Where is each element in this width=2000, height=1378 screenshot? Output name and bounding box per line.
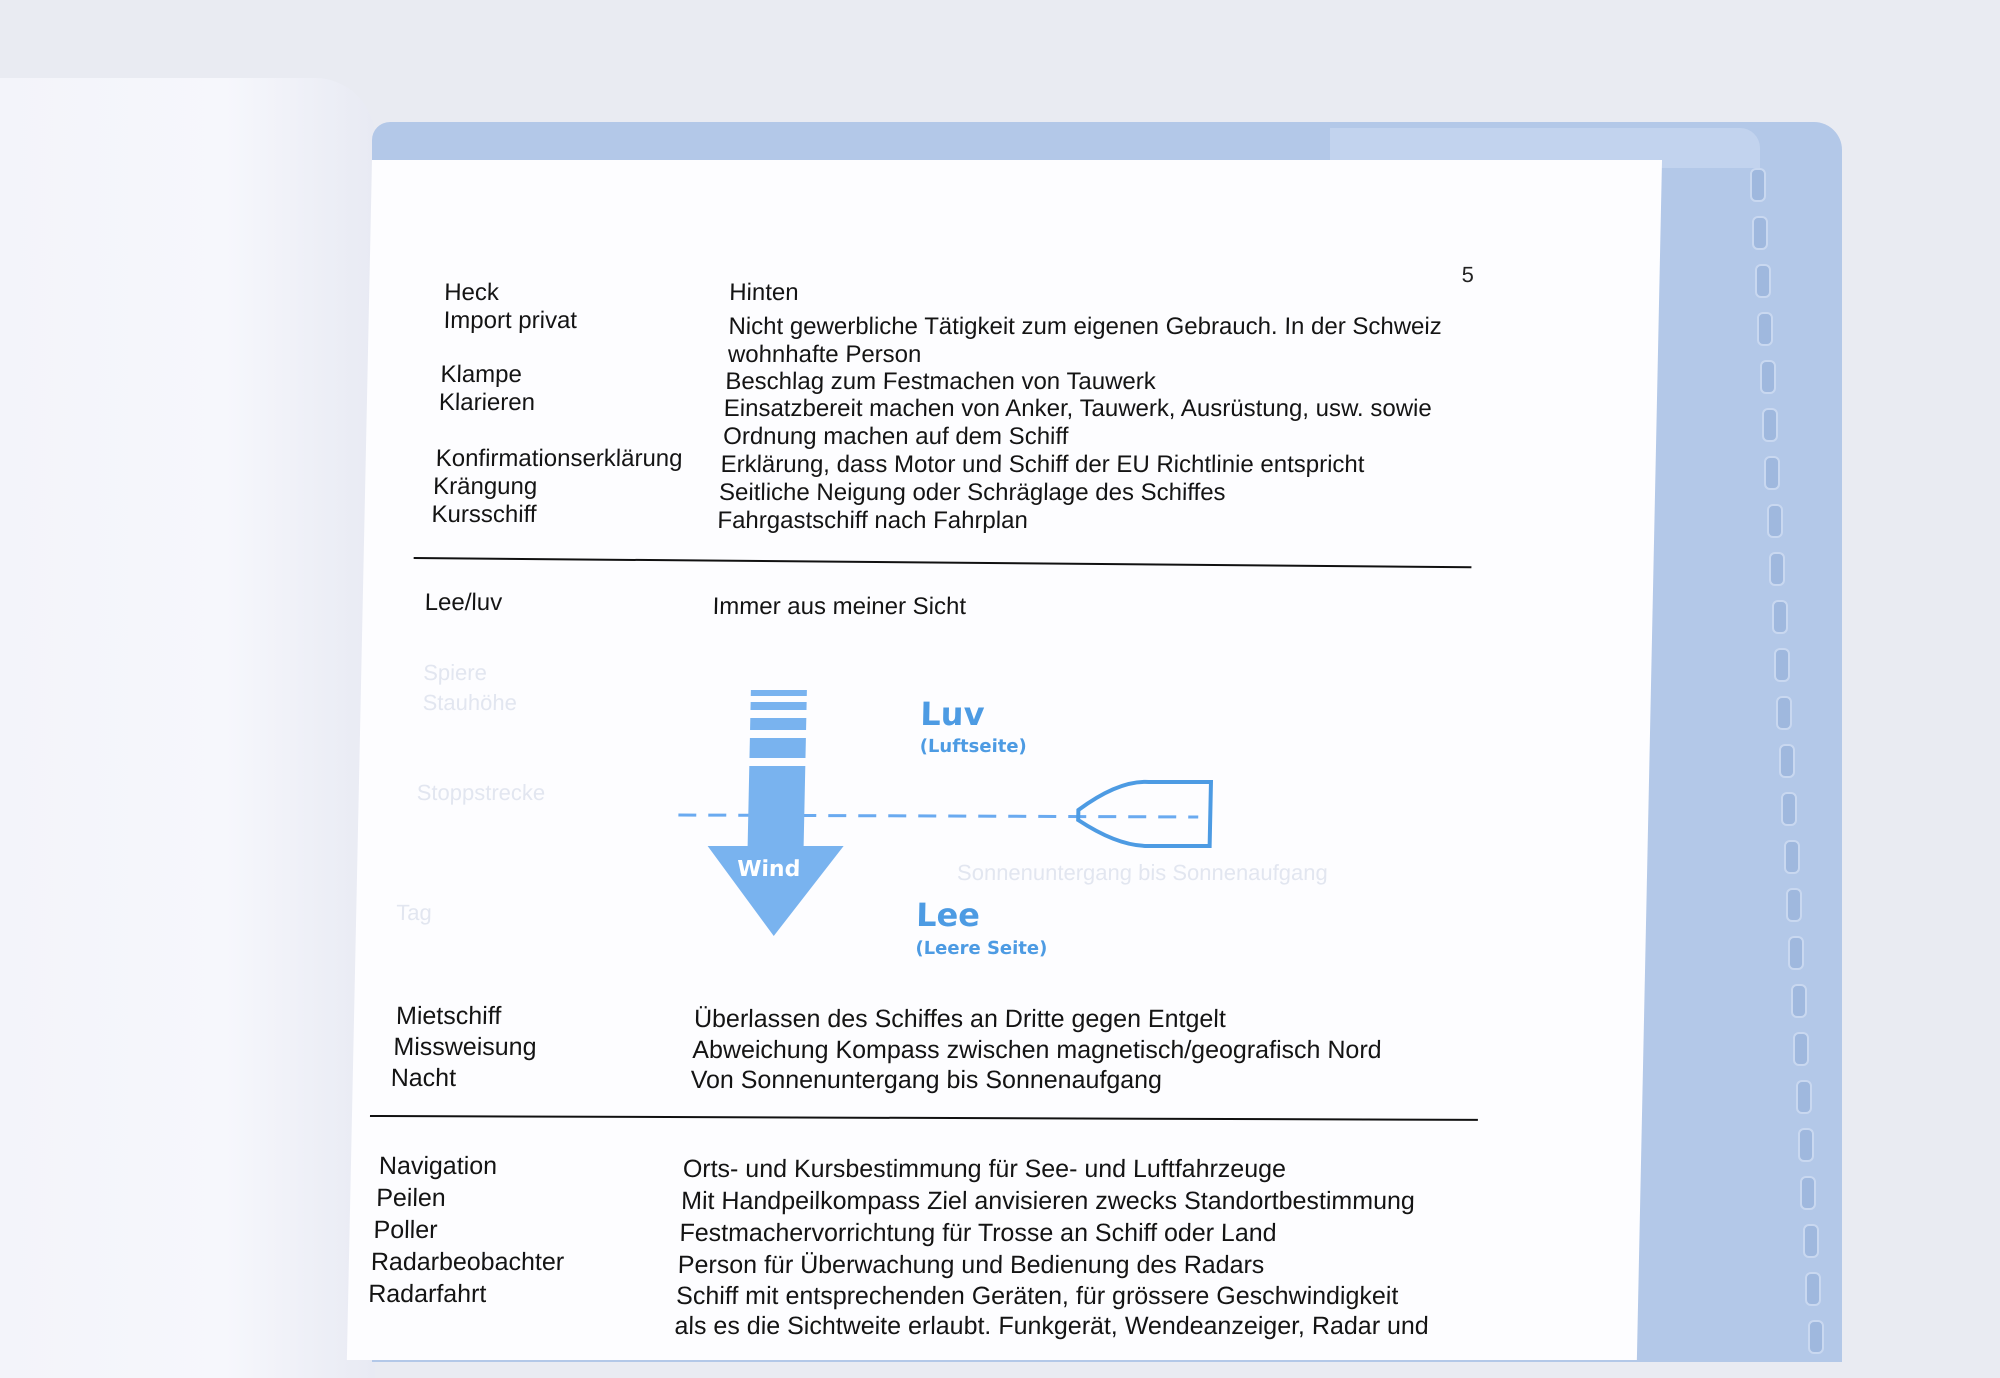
binder-ring — [1808, 1320, 1824, 1354]
binder-ring — [1750, 168, 1766, 202]
binder-ring — [1786, 888, 1802, 922]
boat-icon — [1078, 782, 1211, 846]
def-kraengung: Seitliche Neigung oder Schräglage des Schiffes — [718, 479, 1226, 506]
binder-ring — [1757, 312, 1773, 346]
term-radarfahrt: Radarfahrt — [367, 1280, 487, 1308]
lee-luv-diagram — [675, 690, 1241, 980]
term-import-privat: Import privat — [443, 307, 578, 334]
document-page: 5 Heck Hinten Import privat Nicht gewerbliche Tätigkeit zum eigenen Gebrauch. In der Schweiz wohnhafte Person Klampe Beschlag zum Festmachen von Tauwerk Klarieren Einsatzbereit machen von Anker, Tauwerk, Ausrüstung, usw. sowie Ordnung machen auf dem Schiff Konfirmationserklärung Erklärung, dass Motor und Schiff der EU Richtlinie entspricht Krängung Seitliche Neigung oder Schräglage des Schiffes Kursschiff Fahrgastschiff nach Fahrplan Lee/luv Immer aus meiner Sicht Spiere Stauhöhe Stoppstrecke Tag Sonnenuntergang bis Sonnenaufgang Luv (Luftseite) Wind Lee (Leere Seite) Mietschiff Überlassen des Schiffes an Dritte gegen Entgelt Missweisung Abweichung Kompass zwischen magnetisch/geografisch Nord Nacht Von Sonnenuntergang bis Sonnenaufgang Navigation Orts- und Kursbestimmung für See- und Luftfahrzeuge Peilen Mit Handpeilkompass Ziel anvisieren zwecks Standortbestimmung Poller Festmachervorrichtung für Trosse an Schiff oder Land Radarbeobachter Person für Überwachung und Bedienung des Radars Radarfahrt Schiff mit entsprechenden Geräten, für grössere Geschwindigkeit als es die Sichtweite erlaubt. Funkgerät, Wendeanzeiger, Radar und — [347, 160, 1662, 1360]
term-konfirmationserklaerung: Konfirmationserklärung — [435, 445, 683, 472]
term-kursschiff: Kursschiff — [431, 501, 537, 528]
def-peilen: Mit Handpeilkompass Ziel anvisieren zwecks Standortbestimmung — [680, 1187, 1416, 1215]
binder-ring — [1784, 840, 1800, 874]
def-klarieren-1: Einsatzbereit machen von Anker, Tauwerk, Ausrüstung, usw. sowie — [723, 395, 1433, 422]
binder-ring — [1755, 264, 1771, 298]
def-radarfahrt-1: Schiff mit entsprechenden Geräten, für grössere Geschwindigkeit — [675, 1282, 1399, 1310]
binder-ring — [1781, 792, 1797, 826]
left-page — [0, 78, 375, 1378]
term-missweisung: Missweisung — [393, 1033, 537, 1061]
binder-ring — [1767, 504, 1783, 538]
binder-ring — [1779, 744, 1795, 778]
term-poller: Poller — [373, 1216, 438, 1244]
def-kursschiff: Fahrgastschiff nach Fahrplan — [717, 507, 1029, 534]
wind-label: Wind — [736, 857, 801, 882]
binder-ring — [1772, 600, 1788, 634]
binder-ring — [1788, 936, 1804, 970]
def-missweisung: Abweichung Kompass zwischen magnetisch/geografisch Nord — [692, 1036, 1382, 1064]
def-import-privat-2: wohnhafte Person — [727, 341, 922, 368]
term-lee-luv: Lee/luv — [424, 589, 503, 616]
term-kraengung: Krängung — [432, 473, 538, 500]
binder-ring — [1791, 984, 1807, 1018]
term-heck: Heck — [443, 279, 500, 306]
luv-label: Luv — [919, 695, 985, 733]
binder-ring — [1769, 552, 1785, 586]
term-klampe: Klampe — [440, 361, 523, 388]
term-radarbeobachter: Radarbeobachter — [370, 1248, 565, 1276]
term-mietschiff: Mietschiff — [395, 1002, 502, 1030]
def-nacht: Von Sonnenuntergang bis Sonnenaufgang — [690, 1066, 1163, 1094]
wind-arrow — [706, 690, 847, 936]
def-mietschiff: Überlassen des Schiffes an Dritte gegen Entgelt — [693, 1005, 1227, 1033]
luv-sublabel: (Luftseite) — [919, 736, 1028, 757]
def-lee-luv: Immer aus meiner Sicht — [712, 593, 967, 620]
divider-2 — [370, 1115, 1478, 1121]
def-import-privat-1: Nicht gewerbliche Tätigkeit zum eigenen Gebrauch. In der Schweiz — [728, 313, 1443, 340]
def-klampe: Beschlag zum Festmachen von Tauwerk — [725, 368, 1157, 395]
def-klarieren-2: Ordnung machen auf dem Schiff — [722, 423, 1069, 450]
term-nacht: Nacht — [390, 1064, 457, 1092]
term-navigation: Navigation — [378, 1152, 498, 1180]
term-klarieren: Klarieren — [438, 389, 536, 416]
def-radarbeobachter: Person für Überwachung und Bedienung des Radars — [677, 1251, 1265, 1279]
binder-ring — [1774, 648, 1790, 682]
binder-ring — [1798, 1128, 1814, 1162]
term-peilen: Peilen — [375, 1184, 447, 1212]
binder-ring — [1762, 408, 1778, 442]
def-konfirmationserklaerung: Erklärung, dass Motor und Schiff der EU Richtlinie entspricht — [720, 451, 1365, 478]
def-poller: Festmachervorrichtung für Trosse an Schiff oder Land — [679, 1219, 1277, 1247]
binder-ring — [1752, 216, 1768, 250]
binder-ring — [1796, 1080, 1812, 1114]
binder-ring — [1764, 456, 1780, 490]
binder-ring — [1760, 360, 1776, 394]
lee-sublabel: (Leere Seite) — [915, 938, 1048, 959]
def-radarfahrt-2: als es die Sichtweite erlaubt. Funkgerät, Wendeanzeiger, Radar und — [674, 1312, 1430, 1340]
binder-ring — [1793, 1032, 1809, 1066]
def-navigation: Orts- und Kursbestimmung für See- und Luftfahrzeuge — [682, 1155, 1287, 1183]
binder-ring — [1803, 1224, 1819, 1258]
def-heck: Hinten — [728, 279, 799, 306]
binder-ring — [1805, 1272, 1821, 1306]
page-number: 5 — [1461, 262, 1475, 287]
lee-label: Lee — [915, 896, 981, 934]
divider-1 — [414, 557, 1472, 568]
binder-ring — [1800, 1176, 1816, 1210]
binder-ring — [1776, 696, 1792, 730]
